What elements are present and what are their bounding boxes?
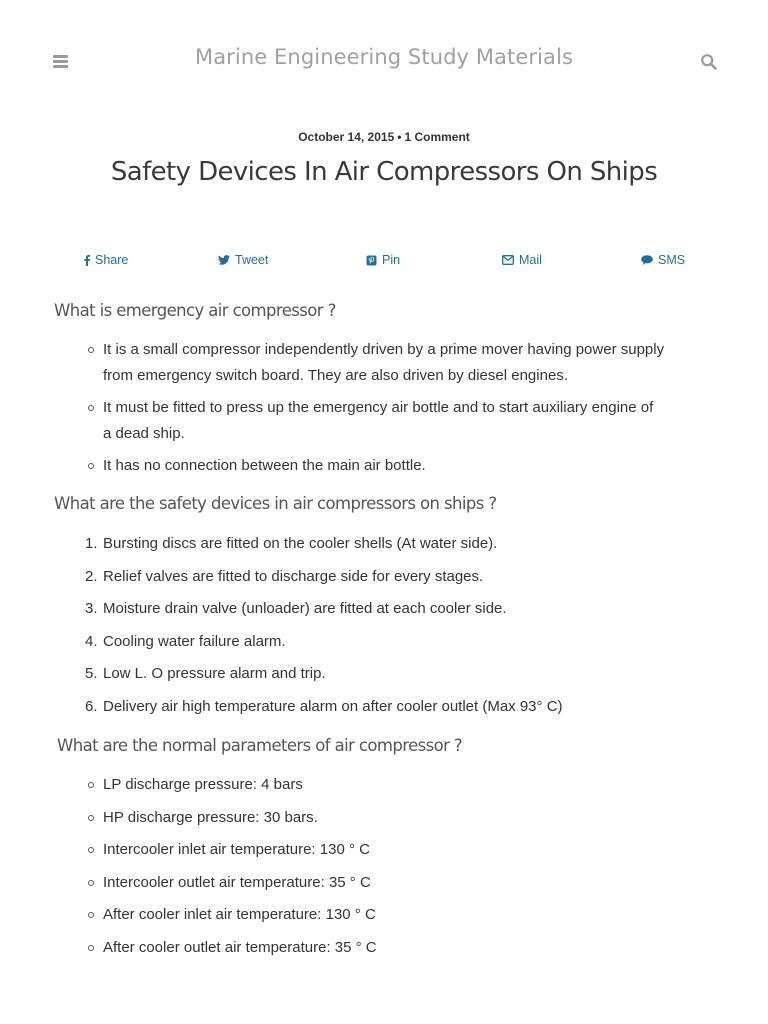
list-item — [85, 661, 683, 687]
list-item-line: It must be fitted to press up the emergency air bottle and to start auxiliary engine of — [103, 399, 654, 416]
list-number: 5. — [85, 665, 98, 682]
list-item-text: Bursting discs are fitted on the cooler shells (At water side). — [103, 535, 498, 552]
list-item-text: Moisture drain valve (unloader) are fitted at each cooler side. — [103, 600, 507, 617]
share-facebook-label: Share — [95, 253, 129, 267]
section-heading: What are the normal parameters of air compressor ? — [57, 736, 463, 755]
safety-devices-list — [85, 531, 683, 720]
search-icon[interactable] — [700, 53, 718, 71]
list-item: LP discharge pressure: 4 bars — [103, 772, 683, 798]
share-pinterest-button[interactable] — [366, 253, 400, 267]
list-item: Intercooler outlet air temperature: 35 ° C — [103, 870, 683, 896]
normal-parameters-list — [103, 772, 683, 961]
list-number: 1. — [85, 535, 98, 552]
list-item — [85, 564, 683, 590]
share-twitter-label: Tweet — [235, 253, 269, 267]
sms-icon — [641, 255, 653, 265]
post-date: October 14, 2015 — [298, 130, 395, 144]
list-item — [85, 596, 683, 622]
post-title: Safety Devices In Air Compressors On Ships — [110, 157, 658, 187]
meta-separator: • — [397, 130, 402, 144]
post-meta — [0, 130, 768, 144]
list-item: HP discharge pressure: 30 bars. — [103, 805, 683, 831]
share-mail-button[interactable] — [502, 253, 542, 267]
list-number: 6. — [85, 697, 98, 715]
list-item: Intercooler inlet air temperature: 130 ° C — [103, 837, 683, 863]
list-item — [103, 337, 683, 389]
list-item: After cooler outlet air temperature: 35 ° C — [103, 935, 683, 961]
list-item-line: It has no connection between the main air bottle. — [103, 457, 426, 474]
share-sms-button[interactable] — [641, 253, 685, 267]
list-item-text: Relief valves are fitted to discharge side for every stages. — [103, 567, 484, 585]
section-heading: What are the safety devices in air compressors on ships ? — [54, 494, 497, 513]
emergency-compressor-list — [103, 337, 683, 479]
share-pinterest-label: Pin — [382, 253, 401, 267]
facebook-icon — [84, 255, 90, 266]
list-item-text: Delivery air high temperature alarm on after cooler outlet (Max 93° C) — [103, 697, 563, 715]
list-item — [103, 395, 683, 447]
list-number: 4. — [85, 632, 98, 650]
list-item — [85, 694, 683, 720]
share-sms-label: SMS — [658, 253, 686, 267]
list-number: 3. — [85, 600, 98, 617]
list-item-line: a dead ship. — [103, 425, 185, 442]
list-item: After cooler inlet air temperature: 130 ° C — [103, 902, 683, 928]
site-title-link[interactable]: Marine Engineering Study Materials — [195, 45, 573, 69]
list-item-text: Cooling water failure alarm. — [103, 632, 286, 650]
pinterest-icon — [366, 255, 377, 266]
site-header — [0, 0, 768, 120]
mail-icon — [502, 255, 514, 265]
share-mail-label: Mail — [519, 253, 542, 267]
list-item-text: Low L. O pressure alarm and trip. — [103, 665, 326, 682]
list-number: 2. — [85, 567, 98, 585]
list-item-line: from emergency switch board. They are also driven by diesel engines. — [103, 367, 568, 384]
list-item — [85, 531, 683, 557]
share-facebook-button[interactable] — [84, 253, 128, 267]
section-heading: What is emergency air compressor ? — [54, 301, 336, 320]
twitter-icon — [218, 255, 230, 265]
list-item — [103, 453, 683, 479]
list-item-line: It is a small compressor independently driven by a prime mover having power supply — [103, 341, 665, 358]
list-item — [85, 629, 683, 655]
share-twitter-button[interactable] — [218, 253, 268, 267]
comments-link[interactable]: 1 Comment — [404, 130, 470, 144]
